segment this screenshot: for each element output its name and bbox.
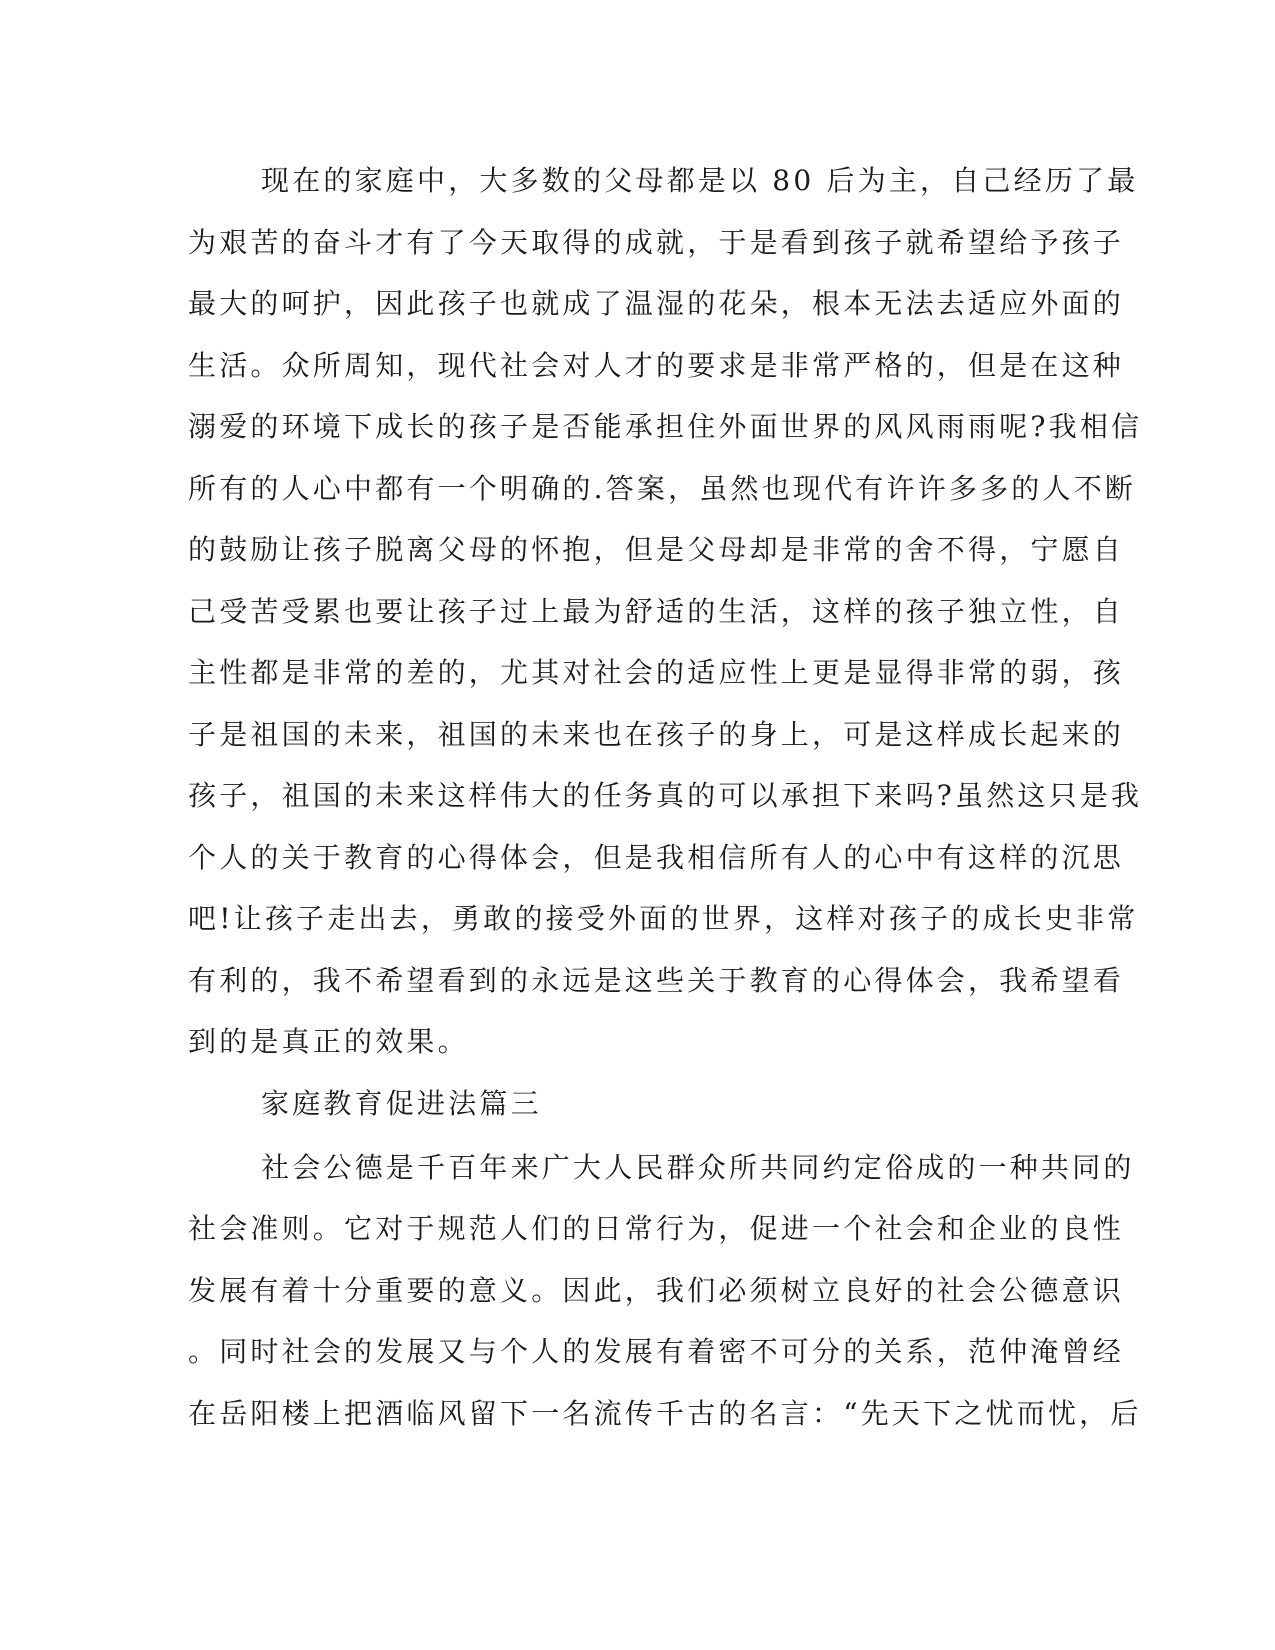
paragraph-line: 为艰苦的奋斗才有了今天取得的成就，于是看到孩子就希望给予孩子 xyxy=(188,225,1125,259)
paragraph-line: 现在的家庭中，大多数的父母都是以 80 后为主，自己经历了最 xyxy=(261,164,1139,197)
paragraph-line: 发展有着十分重要的意义。因此，我们必须树立良好的社会公德意识 xyxy=(188,1273,1125,1307)
paragraph-line: 子是祖国的未来，祖国的未来也在孩子的身上，可是这样成长起来的 xyxy=(188,717,1125,751)
paragraph-line: 。同时社会的发展又与个人的发展有着密不可分的关系，范仲淹曾经 xyxy=(188,1335,1125,1368)
paragraph-line: 在岳阳楼上把酒临风留下一名流传千古的名言：“先天下之忧而忧，后 xyxy=(188,1396,1142,1430)
paragraph-line: 社会准则。它对于规范人们的日常行为，促进一个社会和企业的良性 xyxy=(188,1212,1125,1245)
paragraph-line: 个人的关于教育的心得体会，但是我相信所有人的心中有这样的沉思 xyxy=(188,840,1125,874)
paragraph-line: 溺爱的环境下成长的孩子是否能承担住外面世界的风风雨雨呢?我相信 xyxy=(188,410,1143,443)
document-body xyxy=(188,160,1143,1454)
paragraph-line: 己受苦受累也要让孩子过上最为舒适的生活，这样的孩子独立性，自 xyxy=(188,594,1125,628)
paragraph-line: 吧!让孩子走出去，勇敢的接受外面的世界，这样对孩子的成长史非常 xyxy=(188,902,1139,935)
paragraph-line: 的鼓励让孩子脱离父母的怀抱，但是父母却是非常的舍不得，宁愿自 xyxy=(188,533,1125,566)
paragraph-line: 所有的人心中都有一个明确的.答案，虽然也现代有许许多多的人不断 xyxy=(188,471,1137,505)
paragraph-line: 有利的，我不希望看到的永远是这些关于教育的心得体会，我希望看 xyxy=(188,963,1125,997)
paragraph-line: 社会公德是千百年来广大人民群众所共同约定俗成的一种共同的 xyxy=(261,1150,1135,1184)
paragraph-line: 到的是真正的效果。 xyxy=(188,1025,469,1058)
section-heading: 家庭教育促进法篇三 xyxy=(261,1086,542,1120)
paragraph-line: 主性都是非常的差的，尤其对社会的适应性上更是显得非常的弱，孩 xyxy=(188,656,1125,689)
paragraph-line: 最大的呵护，因此孩子也就成了温湿的花朵，根本无法去适应外面的 xyxy=(188,287,1125,320)
paragraph-line: 孩子，祖国的未来这样伟大的任务真的可以承担下来吗?虽然这只是我 xyxy=(188,779,1143,812)
paragraph-line: 生活。众所周知，现代社会对人才的要求是非常严格的，但是在这种 xyxy=(188,348,1125,382)
